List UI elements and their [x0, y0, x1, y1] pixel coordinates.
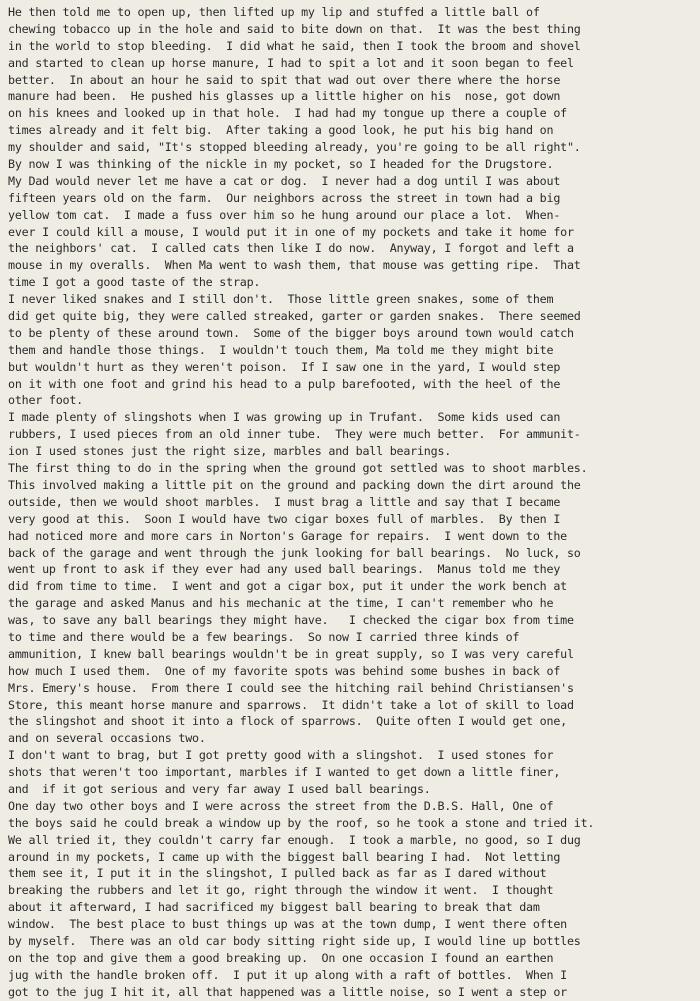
text-line: other foot. [8, 393, 83, 408]
text-line: the slingshot and shoot it into a flock of sparrows. Quite often I would get one, [8, 714, 567, 729]
text-line: about it afterward, I had sacrificed my biggest ball bearing to break that dam [8, 900, 540, 915]
text-line: the boys said he could break a window up by the roof, so he took a stone and tried it. [8, 815, 595, 830]
text-line: back of the garage and went through the junk looking for ball bearings. No luck, so [8, 545, 581, 560]
text-line: on his knees and looked up in that hole. I had had my tongue up there a couple of [8, 106, 567, 121]
text-line: very good at this. Soon I would have two cigar boxes full of marbles. By then I [8, 511, 561, 526]
text-line: outside, then we would shoot marbles. I must brag a little and say that I became [8, 494, 561, 509]
text-line: window. The best place to bust things up was at the town dump, I went there often [8, 917, 567, 932]
text-line: jug with the handle broken off. I put it up along with a raft of bottles. When I [8, 967, 567, 982]
text-line: but wouldn't hurt as they weren't poison. If I saw one in the yard, I would step [8, 359, 561, 374]
text-line: the neighbors' cat. I called cats then like I do now. Anyway, I forgot and left a [8, 241, 574, 256]
text-line: This involved making a little pit on the ground and packing down the dirt around the [8, 477, 581, 492]
text-line: fifteen years old on the farm. Our neighbors across the street in town had a big [8, 190, 561, 205]
text-line: did get quite big, they were called streaked, garter or garden snakes. There seemed [8, 309, 581, 324]
typewritten-text-block [8, 4, 698, 1001]
text-line: My Dad would never let me have a cat or dog. I never had a dog until I was about [8, 173, 561, 188]
text-line: in the world to stop bleeding. I did what he said, then I took the broom and shovel [8, 38, 581, 53]
text-line: them and handle those things. I wouldn't touch them, Ma told me they might bite [8, 342, 554, 357]
text-line: By now I was thinking of the nickle in my pocket, so I headed for the Drugstore. [8, 157, 554, 172]
text-line: I made plenty of slingshots when I was growing up in Trufant. Some kids used can [8, 410, 561, 425]
text-line: chewing tobacco up in the hole and said to bite down on that. It was the best thing [8, 21, 581, 36]
text-line: mouse in my overalls. When Ma went to wash them, that mouse was getting ripe. That [8, 258, 581, 273]
text-line: to time and there would be a few bearings. So now I carried three kinds of [8, 629, 520, 644]
text-line: Mrs. Emery's house. From there I could see the hitching rail behind Christiansen's [8, 680, 574, 695]
text-line: and on several occasions two. [8, 731, 206, 746]
text-line: my shoulder and said, "It's stopped bleeding already, you're going to be all right". [8, 140, 581, 155]
text-line: and if it got serious and very far away I used ball bearings. [8, 781, 431, 796]
text-line: times already and it felt big. After taking a good look, he put his big hand on [8, 123, 554, 138]
text-line: breaking the rubbers and let it go, right through the window it went. I thought [8, 883, 554, 898]
text-line: them see it, I put it in the slingshot, I pulled back as far as I dared without [8, 866, 547, 881]
text-line: He then told me to open up, then lifted up my lip and stuffed a little ball of [8, 5, 540, 19]
text-line: yellow tom cat. I made a fuss over him so he hung around our place a lot. When- [8, 207, 561, 222]
text-line: how much I used them. One of my favorite spots was behind some bushes in back of [8, 663, 561, 678]
text-line: ammunition, I knew ball bearings wouldn't be in great supply, so I was very careful [8, 646, 574, 661]
text-line: time I got a good taste of the strap. [8, 275, 261, 290]
text-line: ever I could kill a mouse, I would put it in one of my pockets and take it home for [8, 224, 574, 239]
text-line: the garage and asked Manus and his mechanic at the time, I can't remember who he [8, 596, 554, 611]
text-line: better. In about an hour he said to spit that wad out over there where the horse [8, 72, 561, 87]
text-line: on it with one foot and grind his head to a pulp barefooted, with the heel of the [8, 376, 561, 391]
text-line: ion I used stones just the right size, marbles and ball bearings. [8, 444, 452, 459]
text-line: The first thing to do in the spring when the ground got settled was to shoot marbles. [8, 461, 588, 476]
text-line: was, to save any ball bearings they might have. I checked the cigar box from time [8, 613, 574, 628]
text-line: around in my pockets, I came up with the biggest ball bearing I had. Not letting [8, 849, 561, 864]
text-line: went up front to ask if they ever had any used ball bearings. Manus told me they [8, 562, 561, 577]
text-line: I never liked snakes and I still don't. Those little green snakes, some of them [8, 292, 554, 307]
text-line: to be plenty of these around town. Some of the bigger boys around town would catch [8, 325, 574, 340]
text-line: We all tried it, they couldn't carry far enough. I took a marble, no good, so I dug [8, 832, 581, 847]
text-line: did from time to time. I went and got a cigar box, put it under the work bench at [8, 579, 567, 594]
text-line: manure had been. He pushed his glasses up a little higher on his nose, got down [8, 89, 561, 104]
text-line: shots that weren't too important, marbles if I wanted to get down a little finer, [8, 765, 561, 780]
text-line: on the top and give them a good breaking up. On one occasion I found an earthen [8, 950, 554, 965]
text-line: Store, this meant horse manure and sparrows. It didn't take a lot of skill to load [8, 697, 574, 712]
text-line: One day two other boys and I were across the street from the D.B.S. Hall, One of [8, 798, 554, 813]
text-line: had noticed more and more cars in Norton's Garage for repairs. I went down to the [8, 528, 567, 543]
text-line: by myself. There was an old car body sitting right side up, I would line up bottles [8, 933, 581, 948]
text-line: and started to clean up horse manure, I had to spit a lot and it soon began to feel [8, 55, 574, 70]
text-line: I don't want to brag, but I got pretty good with a slingshot. I used stones for [8, 748, 554, 763]
text-line: got to the jug I hit it, all that happened was a little noise, so I went a step or [8, 984, 567, 999]
text-line: rubbers, I used pieces from an old inner tube. They were much better. For ammunit- [8, 427, 581, 442]
